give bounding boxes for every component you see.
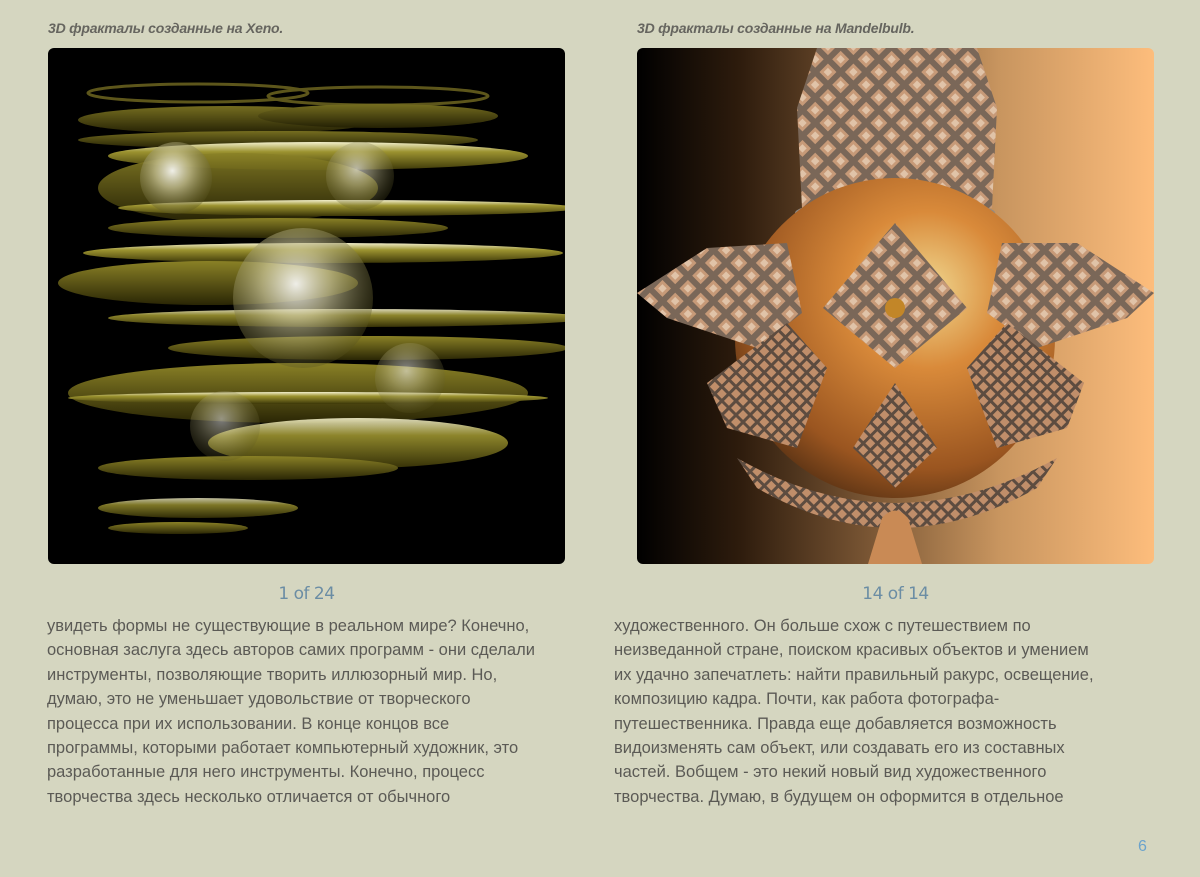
text-line: их удачно запечатлеть: найти правильный ракурс, освещение, — [614, 665, 1094, 684]
text-line: художественного. Он больше схож с путешествием по — [614, 617, 1031, 635]
page-number: 6 — [1138, 838, 1147, 855]
text-line: творчества здесь несколько отличается от обычного — [47, 787, 451, 806]
text-line: путешественника. Правда еще добавляется возможность — [614, 714, 1057, 733]
body-text-right-column — [614, 614, 1154, 809]
text-line: частей. Вобщем - это некий новый вид художественного — [614, 763, 1047, 782]
text-line: разработанные для него инструменты. Конечно, процесс — [47, 763, 485, 782]
text-line: творчества. Думаю, в будущем он оформится в отдельное — [614, 787, 1064, 806]
mandelbulb-fractal-gallery-image[interactable] — [637, 48, 1154, 564]
text-line: процесса при их использовании. В конце концов все — [47, 714, 450, 733]
left-image-counter: 1 of 24 — [278, 584, 335, 604]
text-line: неизведанной стране, поиском красивых объектов и умением — [614, 641, 1089, 660]
text-line: видоизменять сам объект, или создавать его из составных — [614, 739, 1065, 758]
left-image-caption: 3D фракталы созданные на Xeno. — [48, 20, 284, 36]
text-line: думаю, это не уменьшает удовольствие от творческого — [47, 690, 471, 709]
fractal-image-xeno-icon — [48, 48, 565, 564]
body-text-left-column — [47, 614, 587, 809]
text-line: инструменты, позволяющие творить иллюзорный мир. Но, — [47, 665, 498, 684]
right-image-counter: 14 of 14 — [862, 584, 929, 604]
xeno-fractal-gallery-image[interactable] — [48, 48, 565, 564]
right-image-caption: 3D фракталы созданные на Mandelbulb. — [637, 20, 915, 36]
fractal-image-mandelbulb-icon — [637, 48, 1154, 564]
text-line: основная заслуга здесь авторов самих программ - они сделали — [47, 641, 535, 660]
text-line: увидеть формы не существующие в реальном мире? Конечно, — [47, 617, 530, 635]
text-line: композицию кадра. Почти, как работа фотографа- — [614, 690, 1000, 709]
text-line: программы, которыми работает компьютерный художник, это — [47, 739, 519, 758]
